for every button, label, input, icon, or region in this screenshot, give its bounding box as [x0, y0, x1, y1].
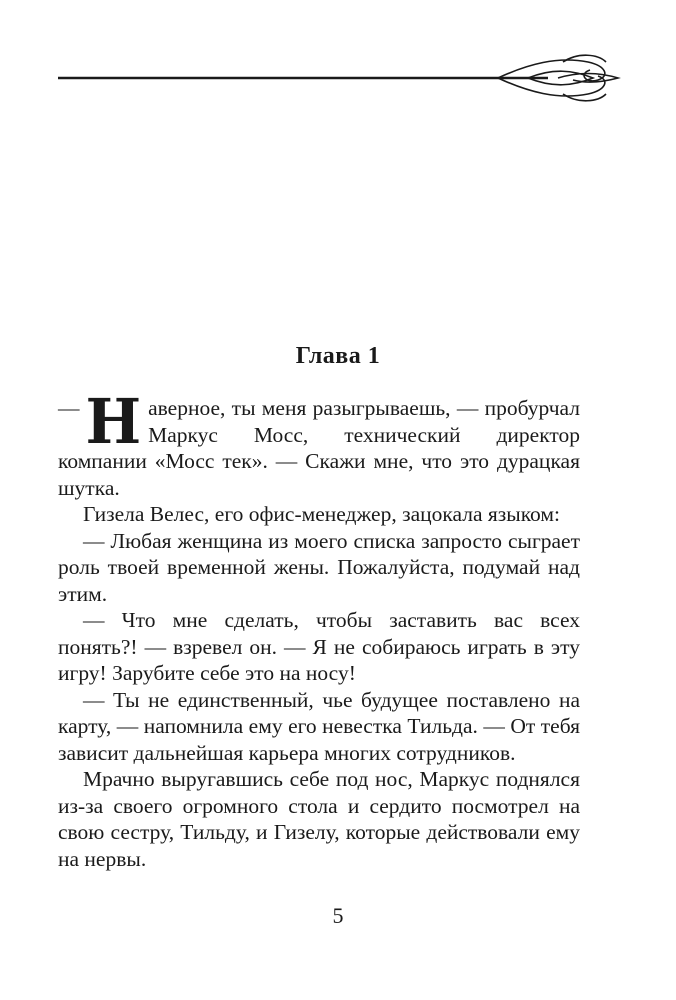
- paragraph: — Что мне сделать, чтобы заставить вас всех понять?! — взревел он. — Я не собираюсь играть в эту игру! Зарубите себе это на носу!: [58, 608, 580, 685]
- chapter-title: Глава 1: [295, 343, 381, 369]
- body-text: [58, 385, 580, 872]
- paragraph: — Любая женщина из моего списка запросто сыграет роль твоей временной жены. Пожалуйста, подумай над этим.: [58, 528, 580, 606]
- opening-text: аверное, ты меня разыгрываешь, — пробурчал Маркус Мосс, технический директор компании «Мосс тек». — Скажи мне, что это дурацкая шутка.: [58, 396, 580, 500]
- page-number: 5: [332, 903, 344, 928]
- ornamental-rule: [58, 42, 628, 102]
- paragraph: Гизела Велес, его офис-менеджер, зацокала языком:: [83, 502, 560, 526]
- opening-paragraph: [58, 385, 580, 501]
- paragraph: — Ты не единственный, чье будущее поставлено на карту, — напомнила ему его невестка Тильда. — От тебя зависит дальнейшая карьера многих сотрудников.: [58, 687, 580, 765]
- drop-cap: Н: [84, 385, 141, 458]
- paragraph: Мрачно выругавшись себе под нос, Маркус поднялся из-за своего огромного стола и сердито посмотрел на свою сестру, Тильду, и Гизелу, которые действовали ему на нервы.: [58, 767, 580, 871]
- lead-dash: —: [58, 396, 80, 420]
